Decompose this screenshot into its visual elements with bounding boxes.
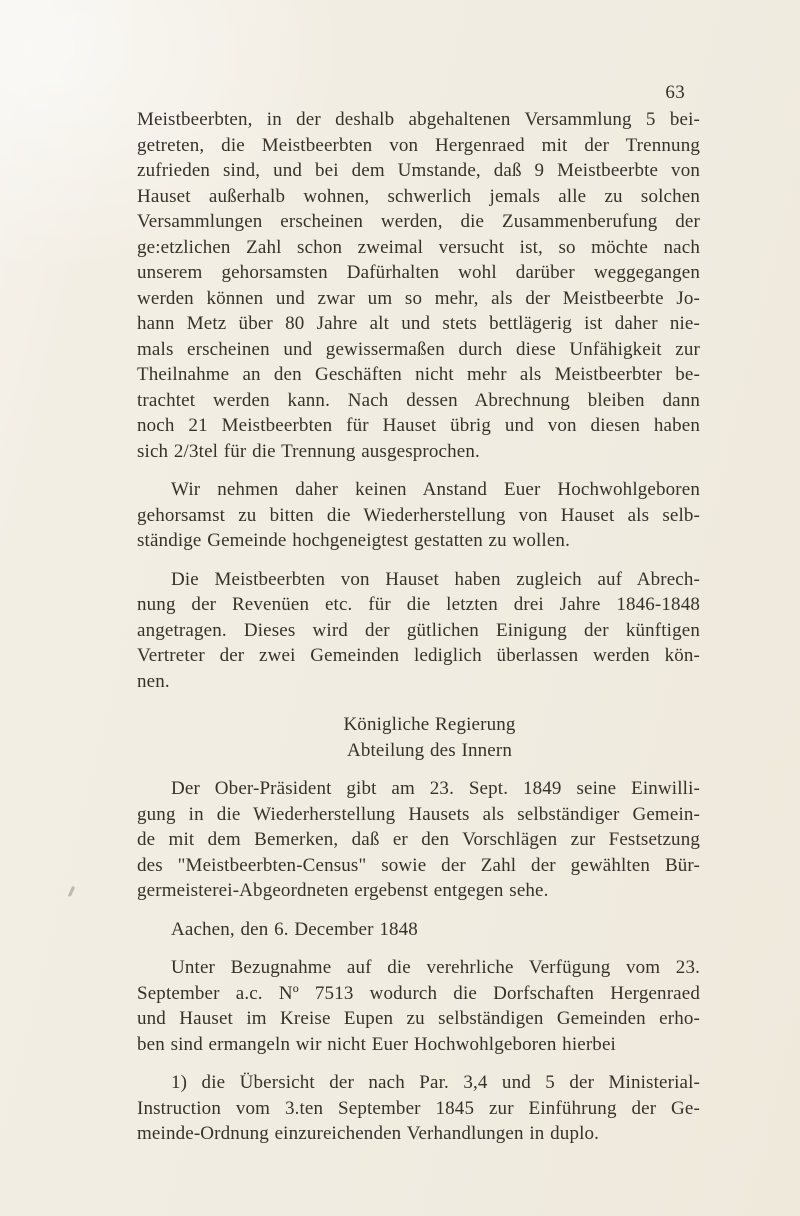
text-line: sich 2/3tel für die Trennung ausgesprochen. (137, 440, 480, 462)
paragraph (137, 917, 700, 943)
text-line: noch 21 Meistbeerbten für Hauset übrig und von diesen haben (137, 415, 700, 436)
paragraph (137, 955, 700, 1057)
text-line: gehorsamst zu bitten die Wiederherstellung von Hauset als selb- (137, 504, 700, 526)
paragraph (137, 776, 700, 904)
text-line: des "Meistbeerbten-Census" sowie der Zahl der gewählten Bür- (137, 854, 700, 876)
pencil-mark (68, 886, 75, 897)
text-line: Hauset außerhalb wohnen, schwerlich jemals alle zu solchen (137, 185, 700, 207)
text-line: trachtet werden kann. Nach dessen Abrechnung bleiben dann (137, 389, 700, 411)
text-line: Unter Bezugnahme auf die verehrliche Verfügung vom 23. (171, 957, 700, 978)
text-line: gung in die Wiederherstellung Hausets als selbständiger Gemein- (137, 803, 700, 825)
text-line: angetragen. Dieses wird der gütlichen Einigung der künftigen (137, 619, 700, 641)
text-line: zufrieden sind, und bei dem Umstande, daß 9 Meistbeerbte von (137, 160, 700, 181)
text-line: Die Meistbeerbten von Hauset haben zugleich auf Abrech- (171, 568, 700, 590)
text-line: nen. (137, 670, 170, 692)
text-line: germeisterei-Abgeordneten ergebenst entgegen sehe. (137, 880, 549, 901)
text-content (137, 107, 700, 1147)
text-line: ständige Gemeinde hochgeneigtest gestatten zu wollen. (137, 530, 570, 551)
text-line: werden können und zwar um so mehr, als der Meistbeerbte Jo- (137, 287, 700, 309)
text-line: Königliche Regierung (343, 714, 516, 735)
paragraph (137, 1070, 700, 1147)
paragraph (137, 107, 700, 464)
text-line: mals erscheinen und gewissermaßen durch diese Unfähigkeit zur (137, 338, 700, 360)
text-line: ge:etzlichen Zahl schon zweimal versucht ist, so möchte nach (137, 236, 700, 258)
text-line: Instruction vom 3.ten September 1845 zur Einführung der Ge- (137, 1097, 700, 1119)
text-line: September a.c. Nº 7513 wodurch die Dorfschaften Hergenraed (137, 982, 700, 1004)
paragraph (137, 567, 700, 695)
text-line: de mit dem Bemerken, daß er den Vorschlägen zur Festsetzung (137, 829, 700, 850)
text-line: Theilnahme an den Geschäften nicht mehr als Meistbeerbter be- (137, 364, 700, 385)
text-line: Versammlungen erscheinen werden, die Zusammenberufung der (137, 211, 700, 232)
text-line: und Hauset im Kreise Eupen zu selbständigen Gemeinden erho- (137, 1008, 700, 1029)
text-line: meinde-Ordnung einzureichenden Verhandlungen in duplo. (137, 1123, 600, 1144)
paragraph (137, 477, 700, 554)
text-line: nung der Revenüen etc. für die letzten drei Jahre 1846-1848 (137, 594, 700, 615)
text-line: Wir nehmen daher keinen Anstand Euer Hochwohlgeboren (171, 479, 700, 500)
text-line: Meistbeerbten, in der deshalb abgehaltenen Versammlung 5 bei- (137, 109, 700, 130)
text-line: hann Metz über 80 Jahre alt und stets bettlägerig ist daher nie- (137, 313, 700, 334)
text-line: 1) die Übersicht der nach Par. 3,4 und 5 der Ministerial- (171, 1072, 700, 1093)
text-line: Der Ober-Präsident gibt am 23. Sept. 1849 seine Einwilli- (171, 778, 700, 799)
text-line: Vertreter der zwei Gemeinden lediglich überlassen werden kön- (137, 645, 700, 666)
page-number: 63 (665, 82, 685, 103)
text-line: Abteilung des Innern (346, 739, 512, 761)
heading (148, 712, 711, 763)
text-line: ben sind ermangeln wir nicht Euer Hochwohlgeboren hierbei (137, 1033, 616, 1055)
text-line: getreten, die Meistbeerbten von Hergenraed mit der Trennung (137, 134, 700, 156)
text-line: Aachen, den 6. December 1848 (171, 918, 418, 940)
text-line: unserem gehorsamsten Dafürhalten wohl darüber weggegangen (137, 262, 700, 283)
